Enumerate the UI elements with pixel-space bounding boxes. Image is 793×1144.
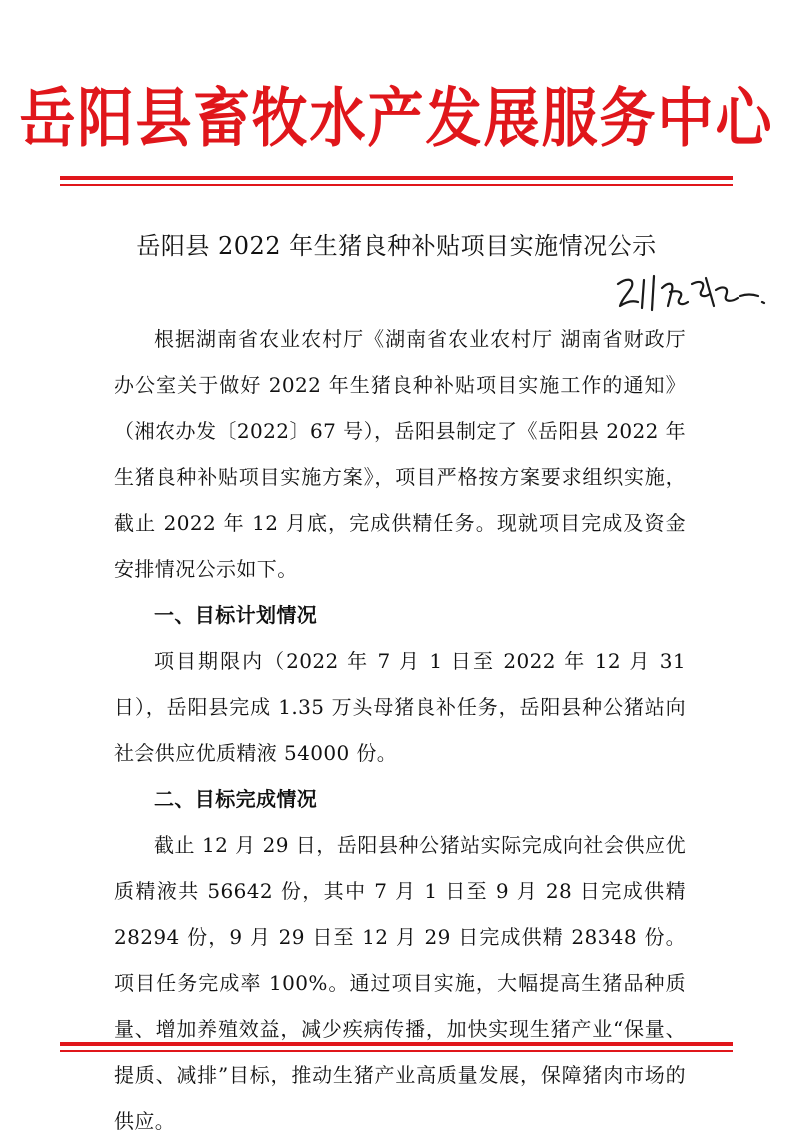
- section-heading-completion: 二、目标完成情况: [154, 787, 318, 811]
- letterhead-divider-thin: [60, 184, 733, 186]
- handwritten-signature: [610, 262, 770, 322]
- section-body-completion: 截止 12 月 29 日，岳阳县种公猪站实际完成向社会供应优质精液共 56642 份，其中 7 月 1 日至 9 月 28 日完成供精 28294 份，9 月 29 日至 12 月 29 日完成供精 28348 份。项目任务完成率 100%。通过项目实施，大幅提高生猪品种质量、增加养殖效益，减少疾病传播，加快实现生猪产业“保量、提质、减排”目标，推动生猪产业高质量发展，保障猪肉市场的供应。: [114, 833, 686, 1133]
- footer-divider-thin: [60, 1050, 733, 1052]
- section-body-targets: 项目期限内（2022 年 7 月 1 日至 2022 年 12 月 31 日），岳阳县完成 1.35 万头母猪良补任务，岳阳县种公猪站向社会供应优质精液 54000 份。: [114, 649, 686, 765]
- section-heading-targets: 一、目标计划情况: [154, 603, 318, 627]
- intro-paragraph: 根据湖南省农业农村厅《湖南省农业农村厅 湖南省财政厅办公室关于做好 2022 年生猪良种补贴项目实施工作的通知》（湘农办发〔2022〕67 号），岳阳县制定了《岳阳县 2022 年生猪良种补贴项目实施方案》，项目严格按方案要求组织实施，截止 2022 年 12 月底，完成供精任务。现就项目完成及资金安排情况公示如下。: [114, 327, 686, 581]
- letterhead-divider-thick: [60, 176, 733, 180]
- document-body: [114, 316, 686, 1144]
- footer-divider-thick: [60, 1042, 733, 1046]
- letterhead-org-name: 岳阳县畜牧水产发展服务中心: [19, 82, 774, 157]
- document-title: 岳阳县 2022 年生猪良种补贴项目实施情况公示: [136, 232, 657, 260]
